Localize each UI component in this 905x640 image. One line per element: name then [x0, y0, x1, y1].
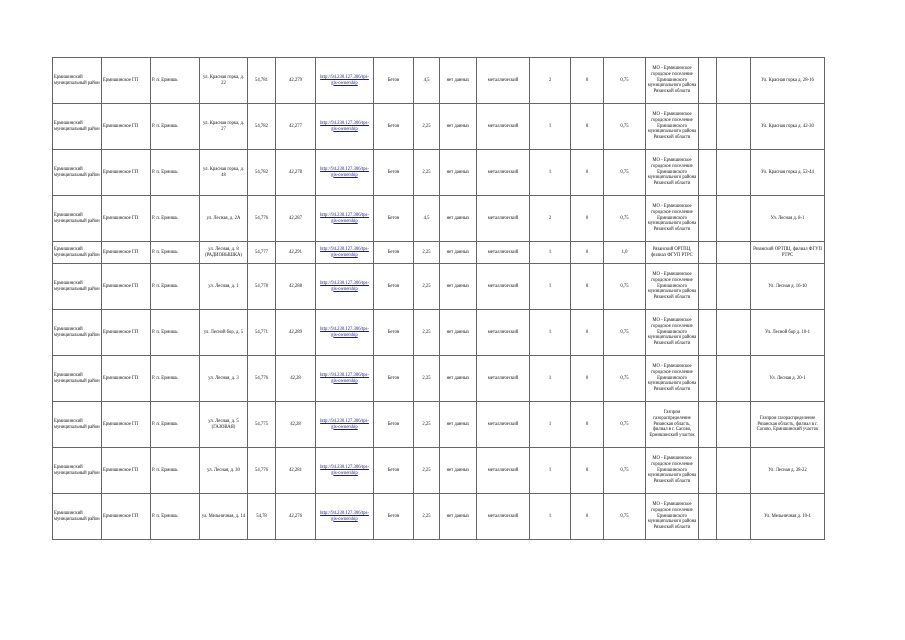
link-cell [316, 356, 374, 402]
volume-cell: 0,75 [604, 356, 646, 402]
area-cell: 2,25 [414, 402, 440, 448]
area-cell: 2,25 [414, 242, 440, 264]
containers-extra-cell: 0 [571, 310, 604, 356]
map-link[interactable]: http://94.230.127.306/tps-gis-ownership [320, 120, 369, 132]
address-cell: ул. Лесная, д. 5 (ГАЗОВАЯ) [200, 402, 248, 448]
volume-cell: 0,75 [604, 494, 646, 540]
settlement-cell: Ермишинское ГП [102, 104, 151, 150]
volume-cell: 0,75 [604, 58, 646, 104]
region-cell: Ермишинский муниципальный район [53, 58, 102, 104]
fence-type-cell: металлический [477, 196, 530, 242]
locality-cell: Р. п. Ермишь [151, 150, 200, 196]
region-cell: Ермишинский муниципальный район [53, 264, 102, 310]
fence-type-cell: металлический [477, 448, 530, 494]
containers-count-cell: 1 [530, 448, 571, 494]
fence-type-cell: металлический [477, 150, 530, 196]
empty-cell [717, 494, 751, 540]
latitude-cell: 54,782 [248, 104, 276, 150]
owner-cell: МО - Ермишинское городское поселение Ермишинского муниципального района Рязанской области [646, 104, 699, 150]
locality-cell: Р. п. Ермишь [151, 448, 200, 494]
volume-cell: 1,0 [604, 242, 646, 264]
address-cell: ул. Лесная, д. 1 [200, 264, 248, 310]
latitude-cell: 54,78 [248, 494, 276, 540]
volume-cell: 0,75 [604, 104, 646, 150]
settlement-cell: Ермишинское ГП [102, 264, 151, 310]
fence-cell: нет данных [440, 242, 477, 264]
surface-cell: Бетон [374, 402, 414, 448]
containers-extra-cell: 0 [571, 264, 604, 310]
area-cell: 2,25 [414, 310, 440, 356]
surface-cell: Бетон [374, 264, 414, 310]
containers-extra-cell: 0 [571, 402, 604, 448]
waste-source-cell: Ул. Красная горка д. 42-30 [751, 104, 825, 150]
region-cell: Ермишинский муниципальный район [53, 356, 102, 402]
owner-cell: Газпром газораспределение Рязанская область, филиал в г. Сасово, Ермишинский участок [646, 402, 699, 448]
link-cell [316, 402, 374, 448]
table-row [53, 494, 825, 540]
table-row [53, 242, 825, 264]
fence-cell: нет данных [440, 356, 477, 402]
empty-cell [699, 242, 717, 264]
surface-cell: Бетон [374, 310, 414, 356]
fence-cell: нет данных [440, 402, 477, 448]
waste-source-cell: Газпром газораспределение Рязанская область, филиал в г. Сасово, Ермишинский участок [751, 402, 825, 448]
waste-source-cell: Рязанский ОРТПЦ, филиал ФГУП РТРС [751, 242, 825, 264]
address-cell: ул. Красная горка, д. 22 [200, 58, 248, 104]
fence-type-cell: металлический [477, 264, 530, 310]
latitude-cell: 54,777 [248, 242, 276, 264]
empty-cell [717, 402, 751, 448]
surface-cell: Бетон [374, 242, 414, 264]
address-cell: ул. Лесная, д. 3 [200, 356, 248, 402]
region-cell: Ермишинский муниципальный район [53, 104, 102, 150]
table-row [53, 402, 825, 448]
longitude-cell: 42,276 [276, 494, 316, 540]
owner-cell: МО - Ермишинское городское поселение Ермишинского муниципального района Рязанской области [646, 196, 699, 242]
table-row [53, 264, 825, 310]
longitude-cell: 42,278 [276, 150, 316, 196]
map-link[interactable]: http://94.230.127.306/tps-gis-ownership [320, 418, 369, 430]
fence-cell: нет данных [440, 494, 477, 540]
settlement-cell: Ермишинское ГП [102, 196, 151, 242]
area-cell: 4,5 [414, 196, 440, 242]
empty-cell [717, 196, 751, 242]
locality-cell: Р. п. Ермишь [151, 242, 200, 264]
settlement-cell: Ермишинское ГП [102, 58, 151, 104]
owner-cell: Рязанский ОРТПЦ, филиал ФГУП РТРС [646, 242, 699, 264]
empty-cell [717, 448, 751, 494]
settlement-cell: Ермишинское ГП [102, 310, 151, 356]
containers-extra-cell: 0 [571, 494, 604, 540]
fence-cell: нет данных [440, 448, 477, 494]
longitude-cell: 42,279 [276, 58, 316, 104]
address-cell: ул. Мельничная, д. 14 [200, 494, 248, 540]
containers-count-cell: 2 [530, 196, 571, 242]
settlement-cell: Ермишинское ГП [102, 242, 151, 264]
empty-cell [699, 448, 717, 494]
area-cell: 2,25 [414, 104, 440, 150]
containers-extra-cell: 0 [571, 196, 604, 242]
address-cell: ул. Лесная, д. 30 [200, 448, 248, 494]
empty-cell [717, 264, 751, 310]
link-cell [316, 196, 374, 242]
registry-table [52, 57, 825, 540]
surface-cell: Бетон [374, 104, 414, 150]
surface-cell: Бетон [374, 356, 414, 402]
region-cell: Ермишинский муниципальный район [53, 310, 102, 356]
address-cell: ул. Красная горка, д. 27 [200, 104, 248, 150]
map-link[interactable]: http://94.230.127.306/tps-gis-ownership [320, 280, 369, 292]
longitude-cell: 42,28 [276, 356, 316, 402]
empty-cell [717, 150, 751, 196]
longitude-cell: 42,277 [276, 104, 316, 150]
fence-type-cell: металлический [477, 356, 530, 402]
locality-cell: Р. п. Ермишь [151, 402, 200, 448]
map-link[interactable]: http://94.230.127.306/tps-gis-ownership [320, 372, 369, 384]
address-cell: ул. Лесной бор, д. 5 [200, 310, 248, 356]
locality-cell: Р. п. Ермишь [151, 494, 200, 540]
settlement-cell: Ермишинское ГП [102, 402, 151, 448]
waste-source-cell: Ул. Лесная д. 8-1 [751, 196, 825, 242]
surface-cell: Бетон [374, 494, 414, 540]
longitude-cell: 42,289 [276, 310, 316, 356]
owner-cell: МО - Ермишинское городское поселение Ермишинского муниципального района Рязанской области [646, 448, 699, 494]
containers-extra-cell: 0 [571, 104, 604, 150]
surface-cell: Бетон [374, 196, 414, 242]
region-cell: Ермишинский муниципальный район [53, 402, 102, 448]
fence-cell: нет данных [440, 104, 477, 150]
settlement-cell: Ермишинское ГП [102, 494, 151, 540]
table-row [53, 150, 825, 196]
area-cell: 2,25 [414, 264, 440, 310]
containers-count-cell: 1 [530, 494, 571, 540]
surface-cell: Бетон [374, 448, 414, 494]
fence-cell: нет данных [440, 58, 477, 104]
table-row [53, 356, 825, 402]
locality-cell: Р. п. Ермишь [151, 104, 200, 150]
map-link[interactable]: http://94.230.127.306/tps-gis-ownership [320, 326, 369, 338]
link-cell [316, 150, 374, 196]
link-cell [316, 310, 374, 356]
locality-cell: Р. п. Ермишь [151, 356, 200, 402]
region-cell: Ермишинский муниципальный район [53, 242, 102, 264]
map-link[interactable]: http://94.230.127.306/tps-gis-ownership [320, 166, 369, 178]
latitude-cell: 54,776 [248, 196, 276, 242]
owner-cell: МО - Ермишинское городское поселение Ермишинского муниципального района Рязанской области [646, 150, 699, 196]
empty-cell [699, 494, 717, 540]
empty-cell [699, 104, 717, 150]
fence-type-cell: металлический [477, 310, 530, 356]
containers-extra-cell: 0 [571, 448, 604, 494]
latitude-cell: 54,776 [248, 448, 276, 494]
region-cell: Ермишинский муниципальный район [53, 448, 102, 494]
link-cell [316, 448, 374, 494]
settlement-cell: Ермишинское ГП [102, 448, 151, 494]
longitude-cell: 42,281 [276, 448, 316, 494]
empty-cell [699, 310, 717, 356]
owner-cell: МО - Ермишинское городское поселение Ермишинского муниципального района Рязанской области [646, 356, 699, 402]
surface-cell: Бетон [374, 58, 414, 104]
waste-source-cell: Ул. Лесной бор д. 10-1 [751, 310, 825, 356]
fence-type-cell: металлический [477, 494, 530, 540]
map-link[interactable]: http://94.230.127.306/tps-gis-ownership [320, 74, 369, 86]
waste-source-cell: Ул. Красная горка д. 52-44 [751, 150, 825, 196]
volume-cell: 0,75 [604, 402, 646, 448]
address-cell: ул. Лесная, д. 8 (РАДИОВЫШКА) [200, 242, 248, 264]
containers-count-cell: 1 [530, 402, 571, 448]
address-cell: ул. Лесная, д. 2А [200, 196, 248, 242]
empty-cell [699, 402, 717, 448]
fence-cell: нет данных [440, 150, 477, 196]
empty-cell [717, 104, 751, 150]
latitude-cell: 54,775 [248, 402, 276, 448]
surface-cell: Бетон [374, 150, 414, 196]
containers-count-cell: 1 [530, 264, 571, 310]
longitude-cell: 42,291 [276, 242, 316, 264]
locality-cell: Р. п. Ермишь [151, 196, 200, 242]
area-cell: 2,25 [414, 356, 440, 402]
volume-cell: 0,75 [604, 448, 646, 494]
link-cell [316, 58, 374, 104]
empty-cell [699, 58, 717, 104]
latitude-cell: 54,782 [248, 150, 276, 196]
longitude-cell: 42,287 [276, 196, 316, 242]
fence-type-cell: металлический [477, 58, 530, 104]
containers-extra-cell: 0 [571, 356, 604, 402]
link-cell [316, 494, 374, 540]
address-cell: ул. Красная горка, д. 48 [200, 150, 248, 196]
longitude-cell: 42,288 [276, 264, 316, 310]
volume-cell: 0,75 [604, 196, 646, 242]
link-cell [316, 264, 374, 310]
empty-cell [699, 356, 717, 402]
area-cell: 4,5 [414, 58, 440, 104]
table-row [53, 196, 825, 242]
waste-source-cell: Ул. Лесная д. 16-10 [751, 264, 825, 310]
empty-cell [699, 264, 717, 310]
containers-extra-cell: 0 [571, 150, 604, 196]
containers-count-cell: 1 [530, 104, 571, 150]
link-cell [316, 242, 374, 264]
owner-cell: МО - Ермишинское городское поселение Ермишинского муниципального района Рязанской области [646, 310, 699, 356]
locality-cell: Р. п. Ермишь [151, 264, 200, 310]
map-link[interactable]: http://94.230.127.306/tps-gis-ownership [320, 510, 369, 522]
containers-count-cell: 1 [530, 356, 571, 402]
volume-cell: 0,75 [604, 150, 646, 196]
fence-type-cell: металлический [477, 104, 530, 150]
longitude-cell: 42,28 [276, 402, 316, 448]
empty-cell [699, 196, 717, 242]
owner-cell: МО - Ермишинское городское поселение Ермишинского муниципального района Рязанской области [646, 264, 699, 310]
fence-type-cell: металлический [477, 242, 530, 264]
containers-count-cell: 1 [530, 150, 571, 196]
locality-cell: Р. п. Ермишь [151, 58, 200, 104]
map-link[interactable]: http://94.230.127.306/tps-gis-ownership [320, 246, 369, 258]
locality-cell: Р. п. Ермишь [151, 310, 200, 356]
empty-cell [717, 58, 751, 104]
region-cell: Ермишинский муниципальный район [53, 494, 102, 540]
owner-cell: МО - Ермишинское городское поселение Ермишинского муниципального района Рязанской области [646, 494, 699, 540]
fence-cell: нет данных [440, 310, 477, 356]
latitude-cell: 54,781 [248, 58, 276, 104]
link-cell [316, 104, 374, 150]
empty-cell [717, 310, 751, 356]
empty-cell [699, 150, 717, 196]
latitude-cell: 54,778 [248, 264, 276, 310]
table-row [53, 104, 825, 150]
volume-cell: 0,75 [604, 264, 646, 310]
area-cell: 2,25 [414, 494, 440, 540]
owner-cell: МО - Ермишинское городское поселение Ермишинского муниципального района Рязанской области [646, 58, 699, 104]
fence-type-cell: металлический [477, 402, 530, 448]
map-link[interactable]: http://94.230.127.306/tps-gis-ownership [320, 212, 369, 224]
volume-cell: 0,75 [604, 310, 646, 356]
latitude-cell: 54,776 [248, 356, 276, 402]
table-row [53, 310, 825, 356]
empty-cell [717, 356, 751, 402]
region-cell: Ермишинский муниципальный район [53, 150, 102, 196]
map-link[interactable]: http://94.230.127.306/tps-gis-ownership [320, 464, 369, 476]
empty-cell [717, 242, 751, 264]
fence-cell: нет данных [440, 264, 477, 310]
containers-extra-cell: 0 [571, 58, 604, 104]
waste-source-cell: Ул. Лесная д. 38-22 [751, 448, 825, 494]
region-cell: Ермишинский муниципальный район [53, 196, 102, 242]
settlement-cell: Ермишинское ГП [102, 150, 151, 196]
containers-count-cell: 1 [530, 310, 571, 356]
containers-extra-cell: 0 [571, 242, 604, 264]
containers-count-cell: 1 [530, 242, 571, 264]
settlement-cell: Ермишинское ГП [102, 356, 151, 402]
area-cell: 2,25 [414, 150, 440, 196]
containers-count-cell: 2 [530, 58, 571, 104]
waste-source-cell: Ул. Красная горка д. 28-16 [751, 58, 825, 104]
table-row [53, 58, 825, 104]
latitude-cell: 54,771 [248, 310, 276, 356]
waste-source-cell: Ул. Мельничная д. 10-1 [751, 494, 825, 540]
fence-cell: нет данных [440, 196, 477, 242]
area-cell: 2,25 [414, 448, 440, 494]
table-row [53, 448, 825, 494]
waste-source-cell: Ул. Лесная д. 20-1 [751, 356, 825, 402]
